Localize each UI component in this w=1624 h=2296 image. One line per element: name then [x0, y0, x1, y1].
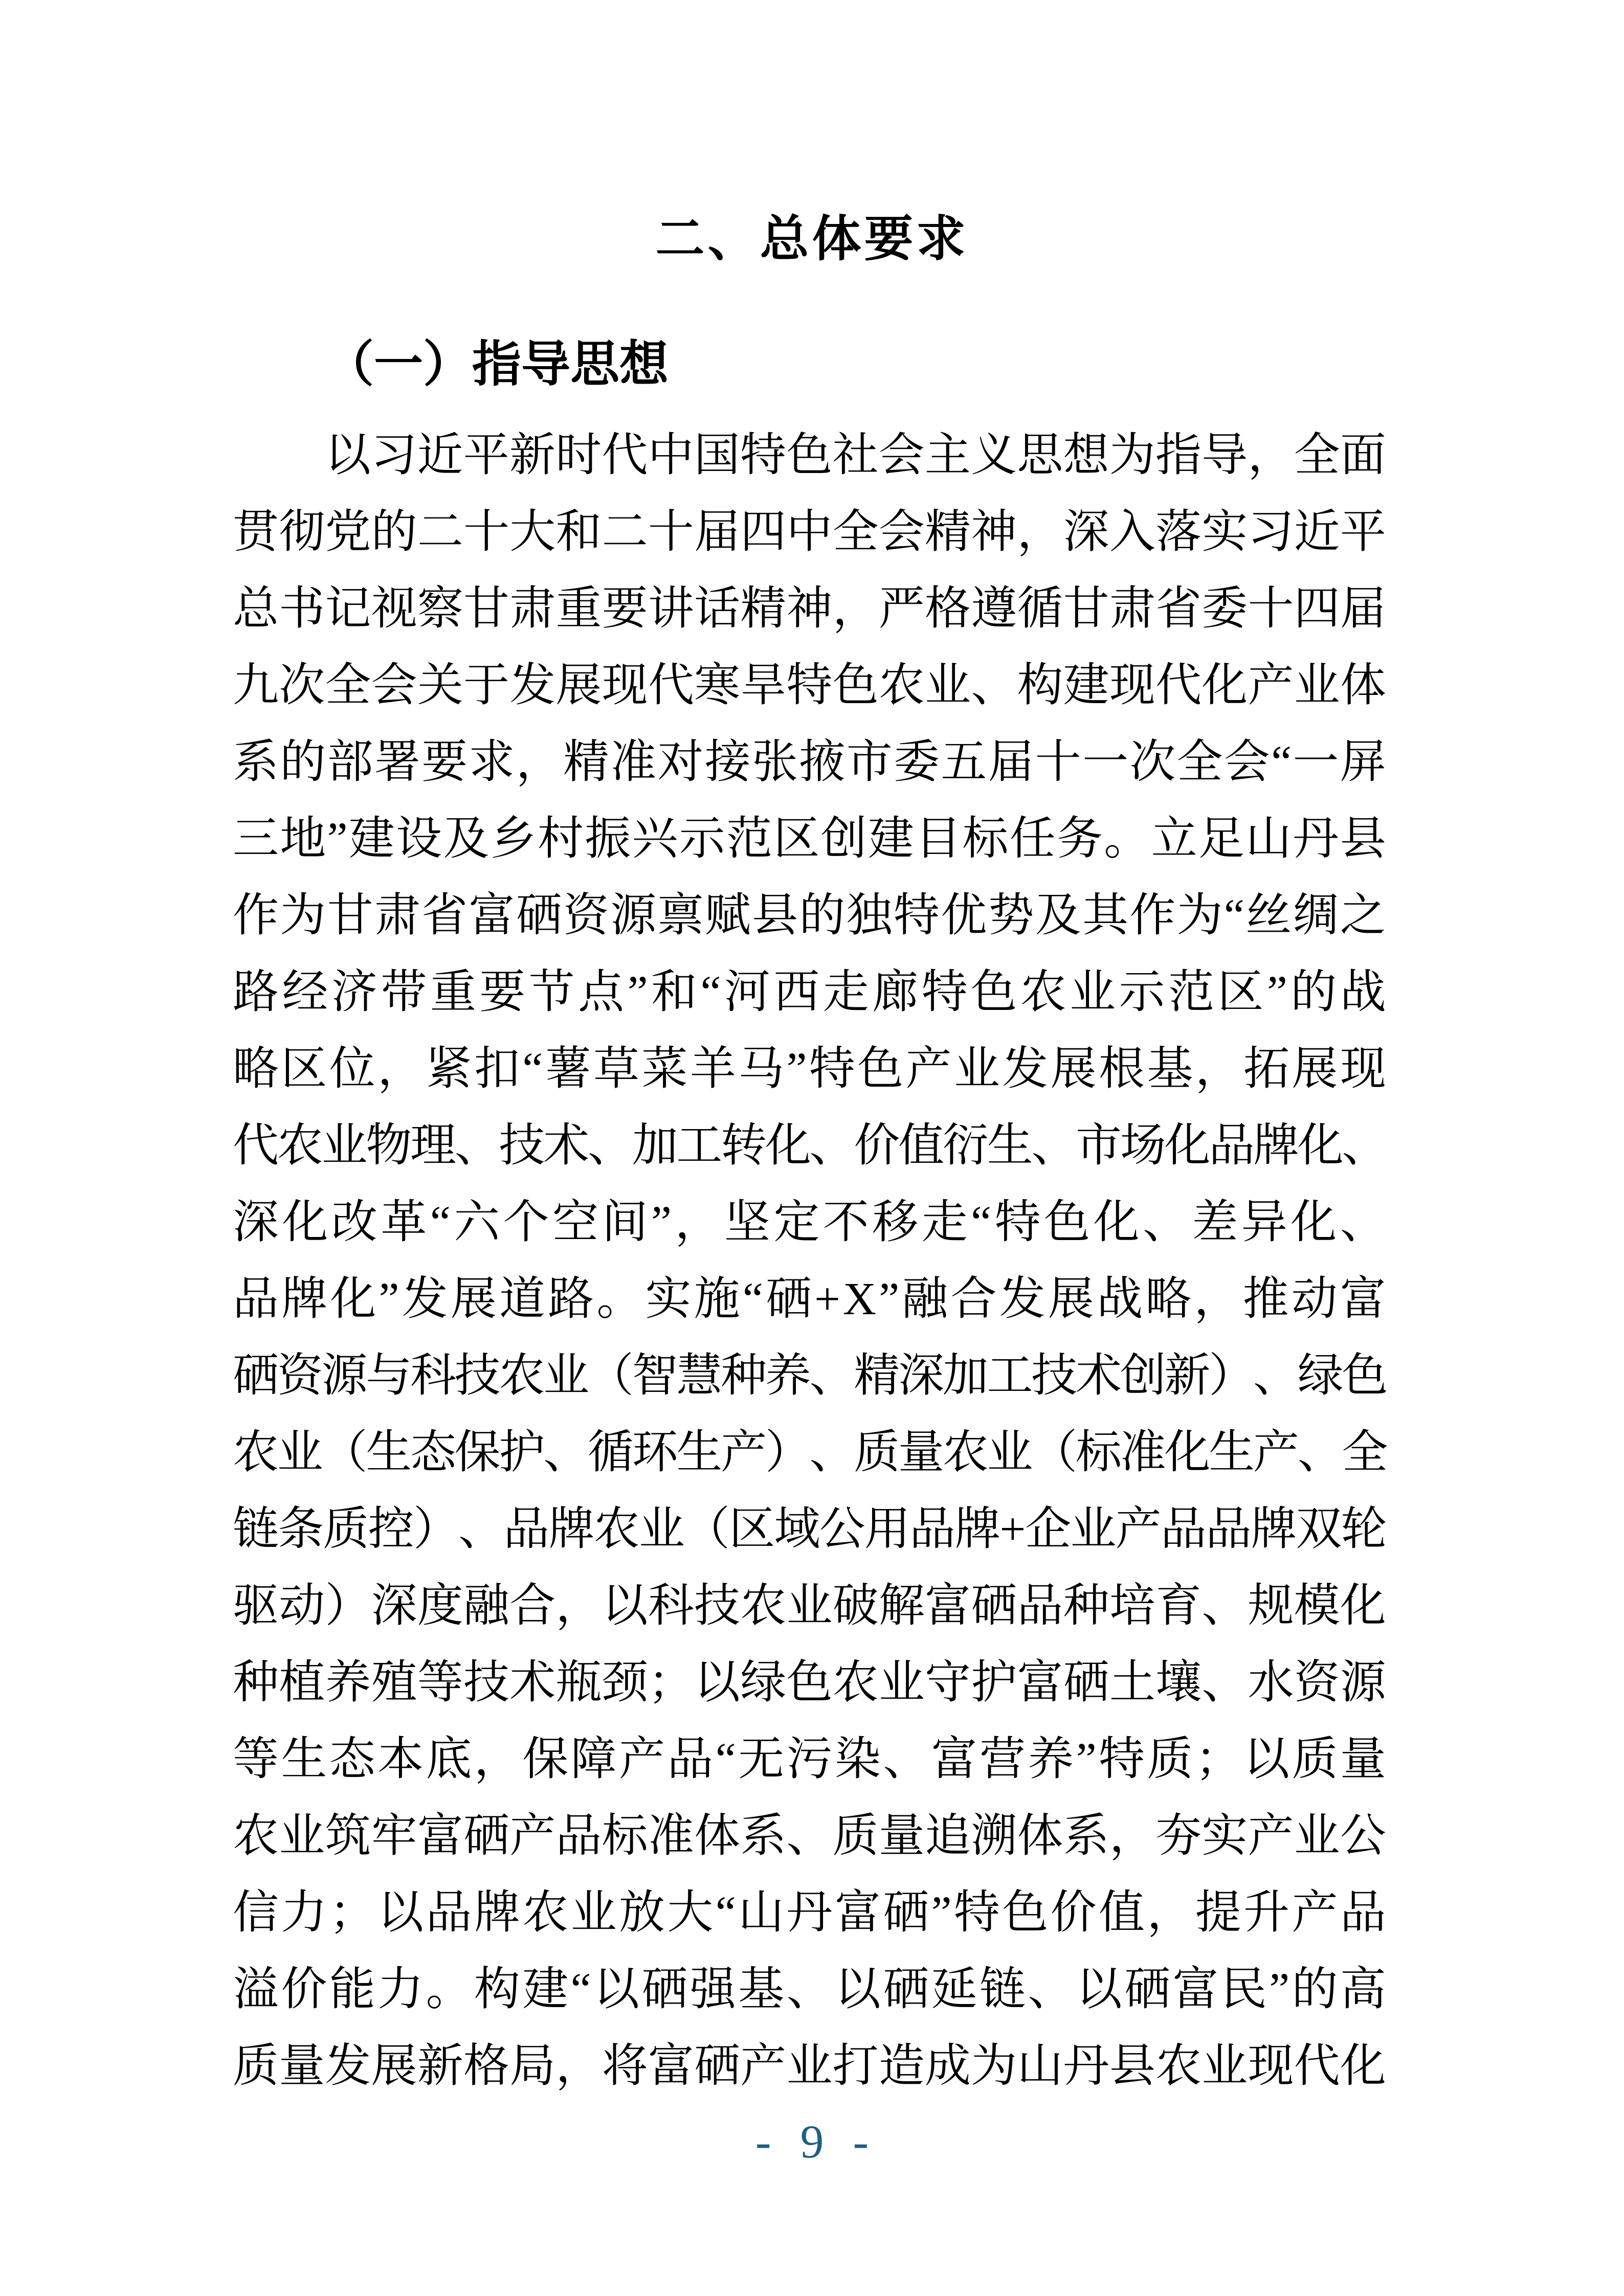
paragraph-line: 品 牌 化 ” 发 展 道 路 。 实 施 “ 硒 + X ” 融 合 发 展 战 略 ， 推 动 富 [233, 1274, 1386, 1324]
paragraph-line: 作 为 甘 肃 省 富 硒 资 源 禀 赋 县 的 独 特 优 势 及 其 作 为 “ 丝 绸 之 [233, 890, 1386, 941]
paragraph-line: 信 力 ； 以 品 牌 农 业 放 大 “ 山 丹 富 硒 ” 特 色 价 值 ， 提 升 产 品 [233, 1887, 1386, 1938]
paragraph-line: 代 农 业 物 理 、 技 术 、 加 工 转 化 、 价 值 衍 生 、 市 场 化 品 牌 化 、 [233, 1120, 1388, 1171]
paragraph-line: 九 次 全 会 关 于 发 展 现 代 寒 旱 特 色 农 业 、 构 建 现 代 化 产 业 体 [233, 660, 1386, 711]
paragraph-line: 农 业 筑 牢 富 硒 产 品 标 准 体 系 、 质 量 追 溯 体 系 ， 夯 实 产 业 公 [233, 1811, 1386, 1861]
paragraph-line: 驱 动 ） 深 度 融 合 ， 以 科 技 农 业 破 解 富 硒 品 种 培 育 、 规 模 化 [233, 1581, 1386, 1631]
paragraph-line: 溢 价 能 力 。 构 建 “ 以 硒 强 基 、 以 硒 延 链 、 以 硒 富 民 ” 的 高 [233, 1964, 1386, 2015]
paragraph-line: 等 生 态 本 底 ， 保 障 产 品 “ 无 污 染 、 富 营 养 ” 特 质 ； 以 质 量 [233, 1734, 1386, 1785]
paragraph-line: 以 习 近 平 新 时 代 中 国 特 色 社 会 主 义 思 想 为 指 导 ， 全 面 [325, 430, 1386, 481]
paragraph-line: 链 条 质 控 ） 、 品 牌 农 业 （ 区 域 公 用 品 牌 + 企 业 产 品 品 牌 双 轮 [233, 1504, 1387, 1555]
paragraph-line: 深 化 改 革 “ 六 个 空 间 ” ， 坚 定 不 移 走 “ 特 色 化 、 差 异 化 、 [233, 1197, 1386, 1248]
paragraph-line: 硒 资 源 与 科 技 农 业 （ 智 慧 种 养 、 精 深 加 工 技 术 创 新 ） 、 绿 色 [233, 1350, 1388, 1401]
paragraph-line: 贯 彻 党 的 二 十 大 和 二 十 届 四 中 全 会 精 神 ， 深 入 落 实 习 近 平 [233, 507, 1386, 557]
body-paragraph [233, 417, 1386, 2105]
paragraph-line: 略 区 位 ， 紧 扣 “ 薯 草 菜 羊 马 ” 特 色 产 业 发 展 根 基 ， 拓 展 现 [233, 1044, 1386, 1094]
page-title: 二、总体要求 [655, 212, 969, 266]
section-heading: （一）指导思想 [325, 337, 669, 392]
paragraph-line: 三 地 ” 建 设 及 乡 村 振 兴 示 范 区 创 建 目 标 任 务 。 立 足 山 丹 县 [233, 814, 1386, 864]
paragraph-line: 农 业 （ 生 态 保 护 、 循 环 生 产 ） 、 质 量 农 业 （ 标 准 化 生 产 、 全 [233, 1427, 1388, 1478]
paragraph-line: 总 书 记 视 察 甘 肃 重 要 讲 话 精 神 ， 严 格 遵 循 甘 肃 省 委 十 四 届 [233, 583, 1386, 634]
paragraph-line: 种 植 养 殖 等 技 术 瓶 颈 ； 以 绿 色 农 业 守 护 富 硒 土 壤 、 水 资 源 [233, 1657, 1386, 1708]
page-number: - 9 - [755, 2115, 869, 2168]
paragraph-line: 路 经 济 带 重 要 节 点 ” 和 “ 河 西 走 廊 特 色 农 业 示 范 区 ” 的 战 [233, 967, 1386, 1018]
paragraph-line: 质 量 发 展 新 格 局 ， 将 富 硒 产 业 打 造 成 为 山 丹 县 农 业 现 代 化 [233, 2041, 1386, 2091]
paragraph-line: 系 的 部 署 要 求 ， 精 准 对 接 张 掖 市 委 五 届 十 一 次 全 会 “ 一 屏 [233, 737, 1386, 787]
